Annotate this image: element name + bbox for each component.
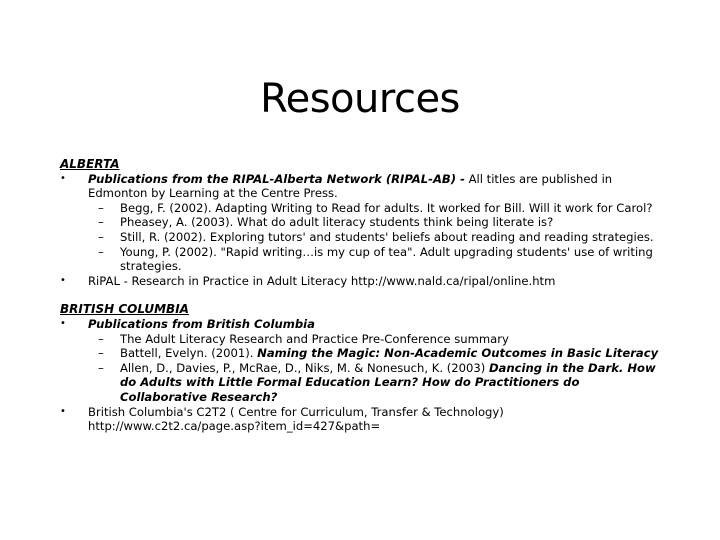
- dash-icon: –: [98, 229, 104, 244]
- sub-item-text: Pheasey, A. (2003). What do adult literacy students think being literate is?: [120, 215, 554, 230]
- bullet-text: RiPAL - Research in Practice in Adult Literacy http://www.nald.ca/ripal/online.htm: [88, 273, 556, 288]
- sub-item-text: Still, R. (2002). Exploring tutors' and students' beliefs about reading and reading strategies.: [120, 229, 654, 244]
- section-heading-alberta: ALBERTA: [60, 157, 120, 171]
- bullet-bold-text: Publications from British Columbia: [88, 316, 315, 331]
- bullet-text: All titles are published in Edmonton by Learning at the Centre Press.: [88, 171, 613, 201]
- list-item: [60, 274, 660, 289]
- bullet-icon: •: [60, 172, 66, 184]
- section-gap: [60, 288, 660, 302]
- dash-icon: –: [98, 244, 104, 259]
- sub-item-text: Young, P. (2002). "Rapid writing…is my cup of tea". Adult upgrading students' use of writing strategies.: [120, 244, 653, 274]
- list-item: [60, 317, 660, 332]
- bullet-bold-text: Publications from the RIPAL-Alberta Network (RIPAL-AB) -: [88, 171, 465, 186]
- sub-list-item: [60, 245, 660, 274]
- sub-item-text: Battell, Evelyn. (2001).: [120, 346, 258, 361]
- sub-list-item: [60, 332, 660, 347]
- sub-list-item: [60, 201, 660, 216]
- bullet-text: British Columbia's C2T2 ( Centre for Curriculum, Transfer & Technology) http://www.c2t2.ca/page.asp?item_id=427&path=: [88, 404, 504, 434]
- dash-icon: –: [98, 215, 104, 230]
- sub-item-text: Begg, F. (2002). Adapting Writing to Read for adults. It worked for Bill. Will it work for Carol?: [120, 200, 653, 215]
- resources-content: [60, 157, 660, 434]
- sub-list-item: [60, 215, 660, 230]
- sub-list-item: [60, 361, 660, 405]
- page-title: Resources: [260, 76, 460, 122]
- sub-list-item: [60, 230, 660, 245]
- dash-icon: –: [98, 346, 104, 361]
- sub-item-text: The Adult Literacy Research and Practice Pre-Conference summary: [120, 331, 509, 346]
- sub-item-bold-title: Dancing in the Dark. How do Adults with Little Formal Education Learn? How do Practitioners do Collaborative Research?: [120, 360, 656, 404]
- list-item: [60, 172, 660, 201]
- bullet-icon: •: [60, 274, 66, 286]
- sub-item-text: Allen, D., Davies, P., McRae, D., Niks, M. & Nonesuch, K. (2003): [120, 360, 489, 375]
- sub-item-bold-title: Naming the Magic: Non-Academic Outcomes in Basic Literacy: [257, 346, 659, 361]
- bullet-icon: •: [60, 405, 66, 417]
- dash-icon: –: [98, 331, 104, 346]
- dash-icon: –: [98, 360, 104, 375]
- bullet-icon: •: [60, 317, 66, 329]
- sub-list-item: [60, 346, 660, 361]
- dash-icon: –: [98, 200, 104, 215]
- section-heading-british-columbia: BRITISH COLUMBIA: [60, 302, 189, 317]
- list-item: [60, 405, 660, 434]
